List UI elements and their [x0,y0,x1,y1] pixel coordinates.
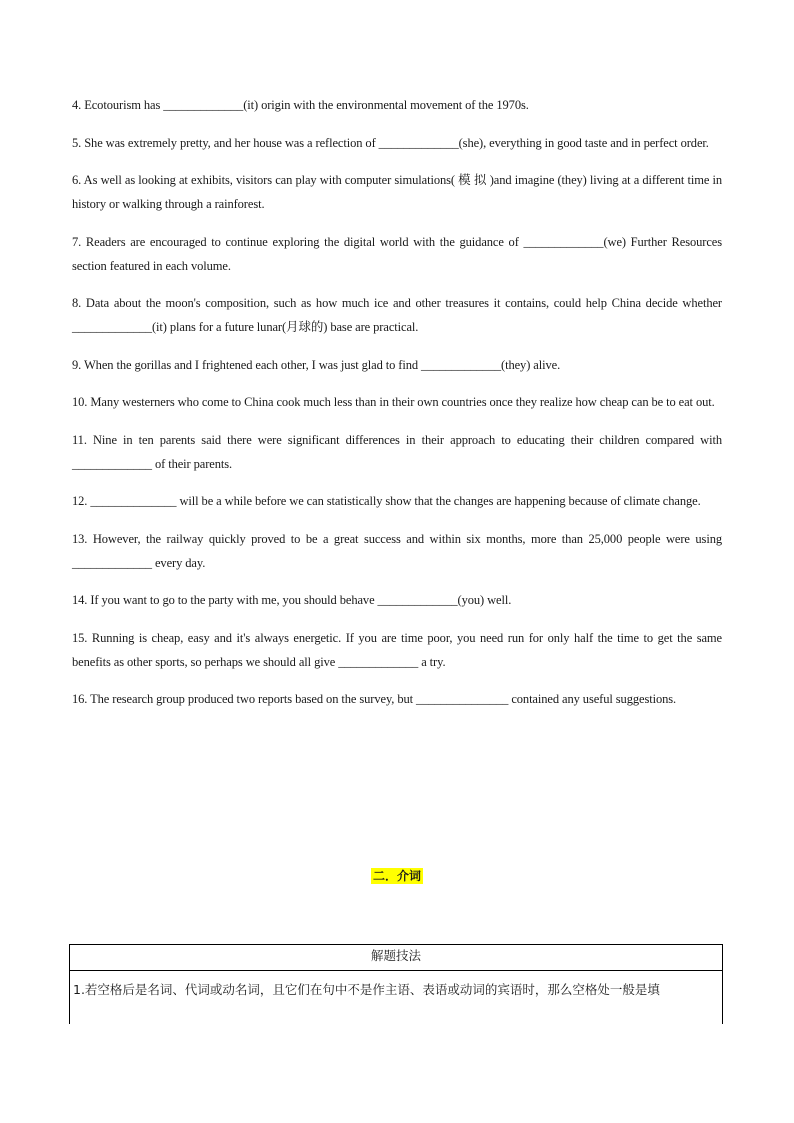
section-heading [0,867,794,885]
question-4: 4. Ecotourism has _____________(it) origin with the environmental movement of the 1970s. [72,98,529,112]
tips-box [69,944,723,1024]
tips-line-1: 1.若空格后是名词、代词或动名词，且它们在句中不是作主语、表语或动词的宾语时，那么空格处一般是填 [73,982,660,997]
question-15: 15. Running is cheap, easy and it's always energetic. If you are time poor, you need run for only half the time to get the same benefits as other sports, so perhaps we should all give _____________ a try. [72,630,722,669]
question-13: 13. However, the railway quickly proved to be a great success and within six months, more than 25,000 people were using _____________ every day. [72,531,722,570]
question-12: 12. ______________ will be a while before we can statistically show that the changes are happening because of climate change. [72,494,701,508]
question-14: 14. If you want to go to the party with me, you should behave _____________(you) well. [72,593,512,607]
tips-title: 解题技法 [70,945,722,971]
question-5: 5. She was extremely pretty, and her house was a reflection of _____________(she), everything in good taste and in perfect order. [72,135,709,150]
section-heading-text: 二．介词 [372,869,421,883]
question-list [72,93,722,725]
question-9: 9. When the gorillas and I frightened each other, I was just glad to find _____________(they) alive. [72,357,561,372]
question-8: 8. Data about the moon's composition, such as how much ice and other treasures it contains, could help China decide whether _____________(it) plans for a future lunar(月球的) base are practical. [72,296,722,334]
question-7: 7. Readers are encouraged to continue exploring the digital world with the guidance of _____________(we) Further Resources section featured in each volume. [72,234,722,273]
question-11: 11. Nine in ten parents said there were significant differences in their approach to educating their children compared with _____________ of their parents. [72,432,722,471]
question-6: 6. As well as looking at exhibits, visitors can play with computer simulations( 模 拟 )and imagine (they) living at a different time in history or walking through a rainforest. [72,173,722,211]
question-16: 16. The research group produced two reports based on the survey, but _______________ contained any useful suggestions. [72,692,677,706]
question-10: 10. Many westerners who come to China cook much less than in their own countries once they realize how cheap can be to eat out. [72,395,715,409]
